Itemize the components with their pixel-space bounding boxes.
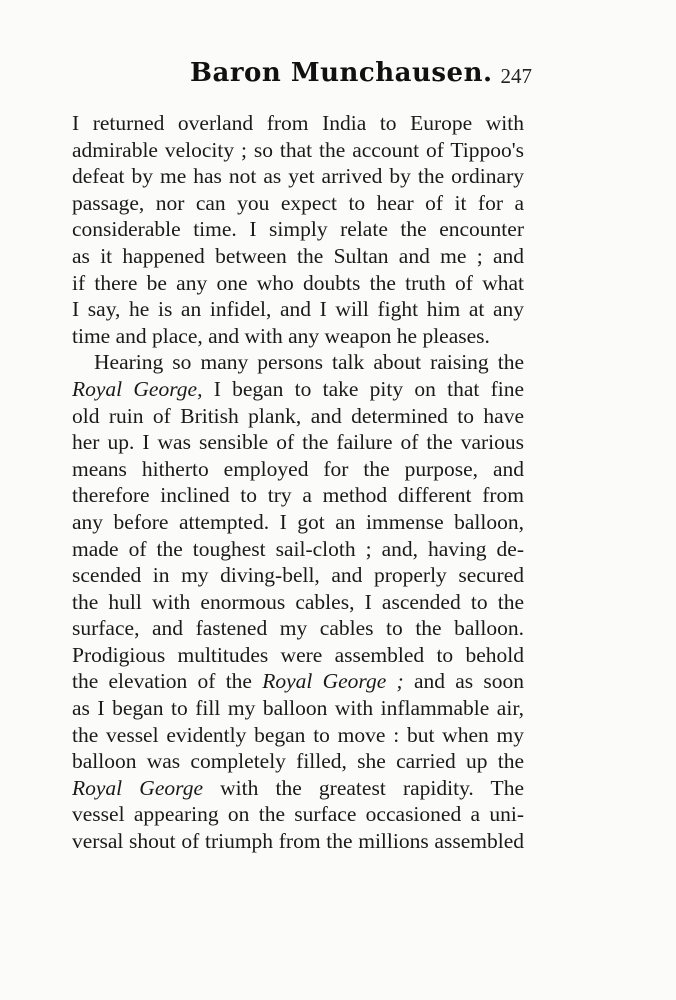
- text-line: [72, 349, 524, 376]
- text-run: made of the toughest sail-cloth ; and, having de-: [72, 536, 524, 561]
- text-line: [72, 642, 524, 669]
- page-number: 247: [500, 64, 532, 88]
- text-line: [72, 775, 524, 802]
- page-header: [72, 58, 532, 98]
- text-line: [72, 243, 524, 270]
- paragraph: [72, 349, 524, 854]
- text-run: scended in my diving-bell, and properly secured: [72, 563, 524, 588]
- text-line: [72, 509, 524, 536]
- text-run: the hull with enormous cables, I ascended to the: [72, 589, 524, 614]
- text-line: [72, 163, 524, 190]
- text-run: means hitherto employed for the purpose, and: [72, 456, 524, 481]
- text-line: [72, 668, 524, 695]
- running-title: Baron Munchausen.: [190, 58, 493, 88]
- text-run: and as soon: [403, 669, 524, 694]
- text-run: as it happened between the Sultan and me ; and: [72, 243, 524, 268]
- text-line: [72, 748, 524, 775]
- text-run: Hearing so many persons talk about raising the: [94, 350, 524, 375]
- text-line: [72, 137, 524, 164]
- text-run: vessel appearing on the surface occasioned a uni-: [72, 802, 524, 827]
- text-line: [72, 801, 524, 828]
- text-line: [72, 589, 524, 616]
- text-run: passage, nor can you expect to hear of it for a: [72, 190, 524, 215]
- text-line: [72, 216, 524, 243]
- text-run: any before attempted. I got an immense balloon,: [72, 509, 524, 534]
- text-line: [72, 828, 524, 855]
- paragraph: [72, 110, 524, 349]
- text-line: [72, 562, 524, 589]
- italic-text: Royal George,: [72, 376, 203, 401]
- text-run: defeat by me has not as yet arrived by the ordinary: [72, 164, 524, 189]
- text-line: [72, 270, 524, 297]
- body-text: [72, 110, 524, 855]
- text-run: therefore inclined to try a method different from: [72, 483, 524, 508]
- text-run: I began to take pity on that fine: [202, 376, 524, 401]
- text-line: [72, 722, 524, 749]
- text-run: admirable velocity ; so that the account of Tippoo's: [72, 137, 524, 162]
- text-line: [72, 615, 524, 642]
- text-line: [72, 456, 524, 483]
- text-run: the elevation of the: [72, 669, 263, 694]
- text-run: old ruin of British plank, and determined to have: [72, 403, 524, 428]
- text-line: [72, 376, 524, 403]
- text-run: with the greatest rapidity. The: [202, 775, 524, 800]
- text-run: if there be any one who doubts the truth of what: [72, 270, 524, 295]
- text-run: considerable time. I simply relate the encounter: [72, 217, 524, 242]
- text-run: time and place, and with any weapon he pleases.: [72, 323, 490, 348]
- italic-text: Royal George ;: [262, 669, 404, 694]
- text-line: [72, 536, 524, 563]
- text-run: surface, and fastened my cables to the balloon.: [72, 616, 524, 641]
- text-line: [72, 323, 524, 350]
- text-line: [72, 482, 524, 509]
- italic-text: Royal George: [72, 775, 203, 800]
- text-line: [72, 403, 524, 430]
- text-run: I returned overland from India to Europe with: [72, 111, 524, 135]
- text-line: [72, 296, 524, 323]
- text-line: [72, 695, 524, 722]
- text-run: balloon was completely filled, she carried up the: [72, 749, 524, 774]
- text-line: [72, 190, 524, 217]
- text-run: her up. I was sensible of the failure of the various: [72, 430, 524, 455]
- text-line: [72, 429, 524, 456]
- text-run: the vessel evidently began to move : but when my: [72, 722, 524, 747]
- text-run: I say, he is an infidel, and I will fight him at any: [72, 297, 524, 322]
- text-run: versal shout of triumph from the millions assembled: [72, 829, 524, 854]
- text-line: [72, 110, 524, 137]
- text-run: as I began to fill my balloon with inflammable air,: [72, 696, 524, 721]
- text-run: Prodigious multitudes were assembled to behold: [72, 642, 524, 667]
